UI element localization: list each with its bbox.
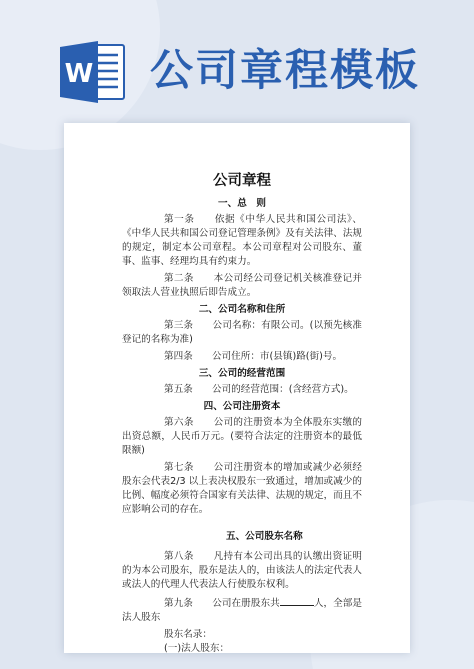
paragraph: 第五条 公司的经营范围：(含经营方式)。 [164,384,354,395]
header [58,37,458,107]
paragraph: 第一条 依据《中华人民共和国公司法》、《中华人民共和国公司登记管理条例》及有关法律、法规的规定，制定本公司章程。本公司章程对公司股东、董事、监事、经理均具有约束力。 [122,214,362,267]
section-heading: 一、总 则 [218,198,266,209]
paragraph: (一)法人股东： [164,643,230,653]
paragraph: 第四条 公司住所：市(县镇)路(街)号。 [164,351,343,362]
paragraph: 第八条 凡持有本公司出具的认缴出资证明的为本公司股东，股东是法人的，由该法人的法定代表人或法人的代理人代表法人行使股东权利。 [122,551,362,590]
paragraph-text: 人，全部是法人股东 [122,598,363,623]
section-heading: 二、公司名称和住所 [198,304,286,315]
paragraph: 第三条 公司名称：有限公司。(以预先核准登记的名称为准) [122,320,362,345]
word-icon-letter: W [64,59,94,89]
paragraph [122,595,362,625]
document-body [122,171,362,653]
section-heading: 五、公司股东名称 [226,531,303,542]
page-title: 公司章程模板 [150,46,420,96]
paragraph: 第六条 公司的注册资本为全体股东实缴的出资总额，人民币万元。(要符合法定的注册资本的最低限额) [122,417,362,456]
document-page [64,123,410,653]
paragraph: 第二条 本公司经公司登记机关核准登记并领取法人营业执照后即告成立。 [122,273,362,298]
document-title: 公司章程 [213,173,271,189]
blank-underline [280,595,314,606]
word-document-icon [58,37,128,107]
paragraph: 第七条 公司注册资本的增加或减少必须经股东会代表2/3 以上表决权股东一致通过，增加或减少的比例、幅度必须符合国家有关法律、法规的规定，而且不应影响公司的存在。 [122,462,362,515]
section-heading: 三、公司的经营范围 [198,368,286,379]
paragraph: 股东名录： [164,629,212,640]
paragraph-text: 第九条 公司在册股东共 [164,598,280,609]
section-heading: 四、公司注册资本 [203,401,281,412]
